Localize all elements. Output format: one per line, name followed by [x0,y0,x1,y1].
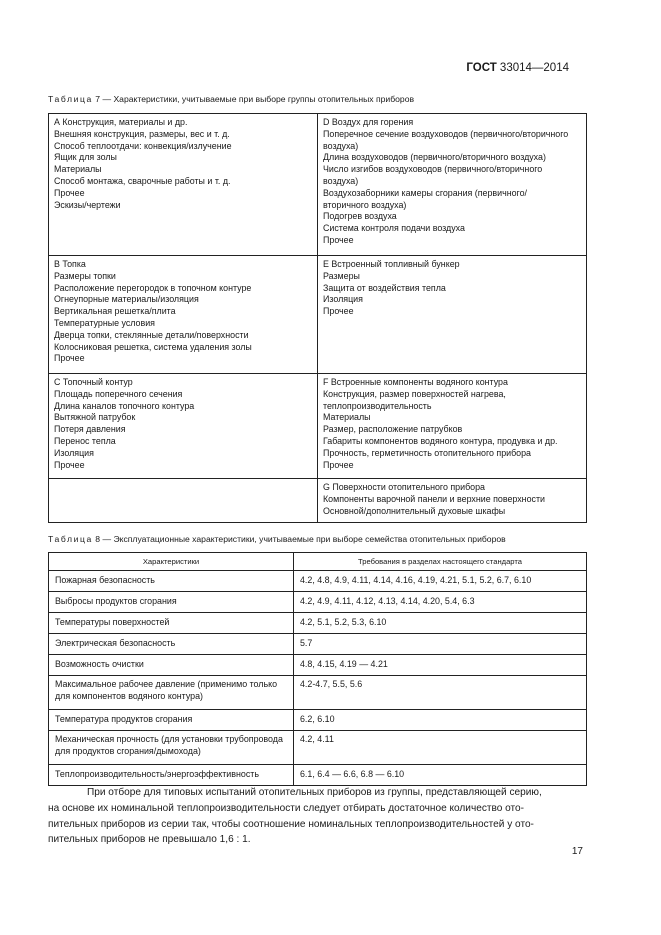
table8-requirement: 4.2, 4.8, 4.9, 4.11, 4.14, 4.16, 4.19, 4.21, 5.1, 5.2, 6.7, 6.10 [294,571,587,592]
table7-cell-line: Конструкция, размер поверхностей нагрева, [323,388,506,399]
table7-cell-line: Расположение перегородок в топочном контуре [54,282,252,293]
table7-cell-line: Подогрев воздуха [323,211,397,222]
table7-cell-line: Длина воздуховодов (первичного/вторичного воздуха) [323,152,546,163]
table7-cell-line: Защита от воздействия тепла [323,282,446,293]
table7-cell-line: Дверца топки, стеклянные детали/поверхности [54,329,249,340]
table7-cell-line: Огнеупорные материалы/изоляция [54,294,199,305]
table8-characteristic: Максимальное рабочее давление (применимо только для компонентов водяного контура) [49,676,294,710]
body-paragraph [48,785,587,848]
table7-cell-line: Длина каналов топочного контура [54,400,195,411]
table7-cell-line: Основной/дополнительный духовые шкафы [323,505,506,516]
table7-cell-line: Потеря давления [54,424,126,435]
table8-row [49,634,587,655]
table8-caption [48,534,506,544]
table7-cell-line: Размеры топки [54,270,116,281]
paragraph-line: пительных приборов из серии так, чтобы соотношение номинальных теплопроизводительностей у ото- [48,818,534,830]
table7-cell-line: Колосниковая решетка, система удаления золы [54,341,252,352]
table7-cell-line: Число изгибов воздуховодов (первичного/вторичного [323,164,543,175]
table8-requirement: 4.2, 5.1, 5.2, 5.3, 6.10 [294,613,587,634]
table8-characteristic: Механическая прочность (для установки трубопровода для продуктов сгорания/дымохода) [49,731,294,765]
table7-cell-line: А Конструкция, материалы и др. [54,117,188,127]
table8-row [49,571,587,592]
table7-cell [318,114,587,256]
table7-cell-line: Е Встроенный топливный бункер [323,259,460,269]
table7-cell-line: Система контроля подачи воздуха [323,223,465,234]
standard-number [466,62,569,74]
table7-cell-line: Материалы [323,412,371,423]
table8-requirement: 6.2, 6.10 [294,710,587,731]
table7-cell-line: Эскизы/чертежи [54,199,121,210]
table8-col-header: Характеристики [49,553,294,571]
table7 [48,113,587,523]
table8-characteristic: Пожарная безопасность [49,571,294,592]
table8-caption-text: 8 — Эксплуатационные характеристики, учитываемые при выборе семейства отопительных приборов [92,534,506,544]
table7-cell-line: Площадь поперечного сечения [54,388,183,399]
table7-cell-line: Вертикальная решетка/плита [54,306,176,317]
table7-cell-line: Изоляция [54,447,94,458]
table7-cell-line: Габариты компонентов водяного контура, продувка и др. [323,435,558,446]
table7-cell-line: Прочее [323,234,354,245]
table8-row [49,613,587,634]
table8-row [49,676,587,710]
table7-cell-line: Вытяжной патрубок [54,412,136,423]
table7-cell-line: Изоляция [323,294,363,305]
table7-cell-line: F Встроенные компоненты водяного контура [323,377,508,387]
table7-cell-line: Способ теплоотдачи: конвекция/излучение [54,140,232,151]
table8-characteristic: Теплопроизводительность/энергоэффективность [49,765,294,786]
table7-caption-text: 7 — Характеристики, учитываемые при выборе группы отопительных приборов [92,94,415,104]
table7-caption [48,94,414,104]
table7-cell-line: Воздухозаборники камеры сгорания (первичного/ [323,187,528,198]
table7-cell-line: Перенос тепла [54,435,116,446]
table7-cell-line: Ящик для золы [54,152,117,163]
table8-requirement: 4.2, 4.11 [294,731,587,765]
table7-cell-line: вторичного воздуха) [323,199,407,210]
table7-cell-line: G Поверхности отопительного прибора [323,482,485,492]
table7-row [49,256,587,374]
table7-cell-line: Прочность, герметичность отопительного прибора [323,447,531,458]
table7-cell [318,479,587,523]
table8-requirement: 4.2, 4.9, 4.11, 4.12, 4.13, 4.14, 4.20, 5.4, 6.3 [294,592,587,613]
table7-cell-line: воздуха) [323,140,359,151]
paragraph-line: При отборе для типовых испытаний отопительных приборов из группы, представляющей серию, [87,787,542,798]
table7-cell-line: Прочее [54,353,85,364]
table7-cell-line: Размеры [323,270,360,281]
table7-cell-line: Прочее [54,187,85,198]
table7-caption-label: Таблица [48,94,93,104]
table8-row [49,655,587,676]
table7-cell-line: Внешняя конструкция, размеры, вес и т. д. [54,128,230,139]
table7-cell [318,374,587,479]
table7-cell-line: Способ монтажа, сварочные работы и т. д. [54,175,231,186]
table7-cell [49,114,318,256]
table8-requirement: 4.2-4.7, 5.5, 5.6 [294,676,587,710]
table8-row [49,765,587,786]
table7-cell-line: Температурные условия [54,317,155,328]
paragraph-line: на основе их номинальной теплопроизводительности следует отбирать достаточное количество ото- [48,802,525,814]
table7-cell [49,479,318,523]
table8-row [49,710,587,731]
table7-row [49,374,587,479]
table8-characteristic: Температура продуктов сгорания [49,710,294,731]
table8-row [49,731,587,765]
table7-cell-line: Поперечное сечение воздуховодов (первичного/вторичного [323,128,569,139]
standard-prefix: ГОСТ [466,62,497,74]
table8-requirement: 6.1, 6.4 — 6.6, 6.8 — 6.10 [294,765,587,786]
standard-code: 33014—2014 [496,62,569,74]
table8-characteristic: Выбросы продуктов сгорания [49,592,294,613]
table7-cell-line: теплопроизводительность [323,400,432,411]
paragraph-line: пительных приборов не превышало 1,6 : 1. [48,834,251,846]
table7-row [49,479,587,523]
table7-cell-line: Материалы [54,164,102,175]
table7-cell [318,256,587,374]
table7-cell-line: Прочее [54,459,85,470]
table8-requirement: 4.8, 4.15, 4.19 — 4.21 [294,655,587,676]
table8-requirement: 5.7 [294,634,587,655]
table7-cell [49,256,318,374]
table8-row [49,592,587,613]
table7-cell-line: В Топка [54,259,86,269]
table7-cell [49,374,318,479]
table8 [48,552,587,786]
table8-characteristic: Температуры поверхностей [49,613,294,634]
table7-cell-line: D Воздух для горения [323,117,414,127]
table7-cell-line: Размер, расположение патрубков [323,424,463,435]
table8-caption-label: Таблица [48,534,93,544]
table7-cell-line: Компоненты варочной панели и верхние поверхности [323,493,545,504]
table7-row [49,114,587,256]
table7-cell-line: воздуха) [323,175,359,186]
table8-col-header: Требования в разделах настоящего стандарта [294,553,587,571]
table8-characteristic: Электрическая безопасность [49,634,294,655]
table7-cell-line: Прочее [323,306,354,317]
page-number: 17 [571,846,583,857]
table8-header-row [49,553,587,571]
table7-cell-line: С Топочный контур [54,377,133,387]
table8-characteristic: Возможность очистки [49,655,294,676]
table7-cell-line: Прочее [323,459,354,470]
